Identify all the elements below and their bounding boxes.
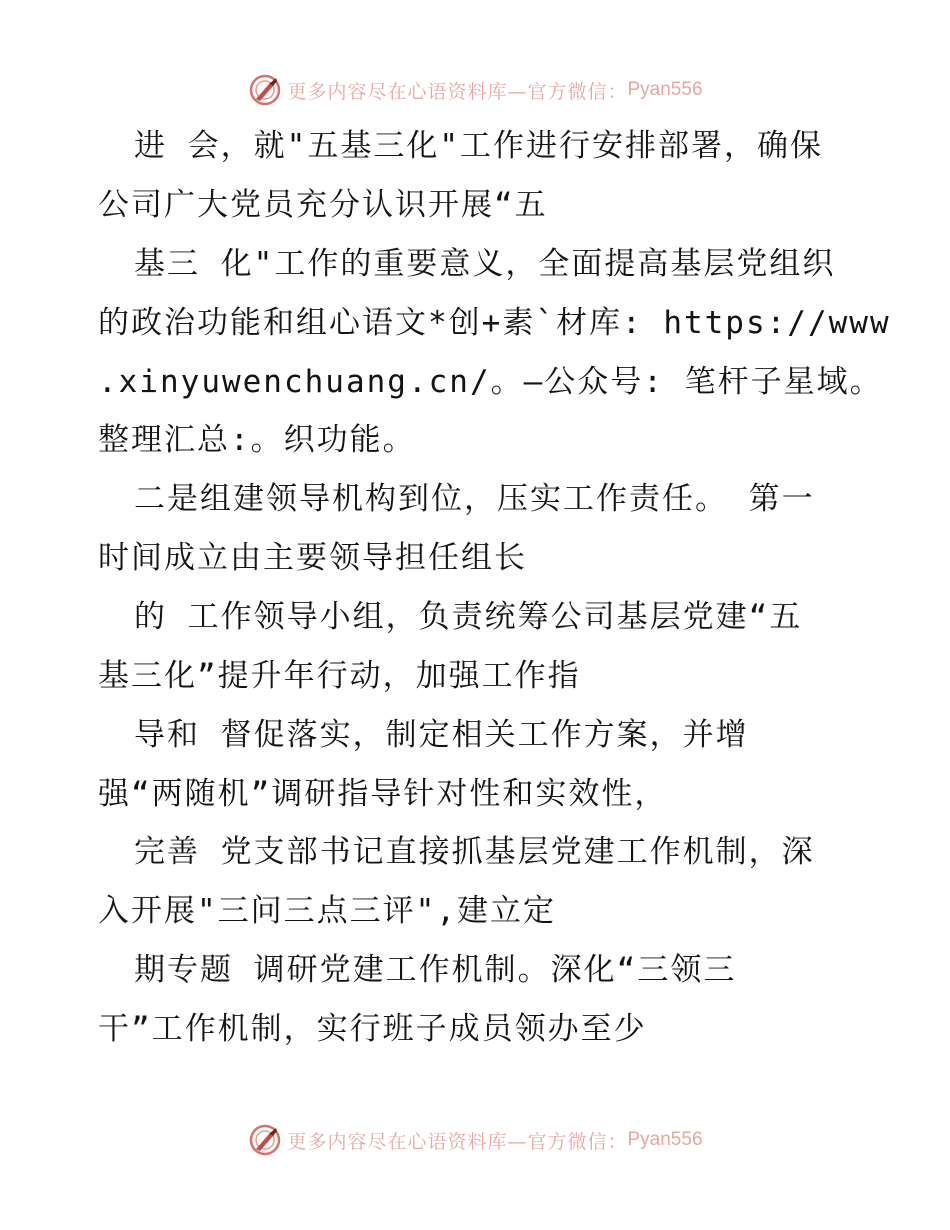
text-line: 整理汇总:。织功能。 bbox=[98, 422, 416, 458]
text-line: 基三 化"工作的重要意义，全面提高基层党组织 bbox=[134, 246, 836, 282]
footer-watermark bbox=[0, 1120, 950, 1160]
text-line: 期专题 调研党建工作机制。深化“三领三 bbox=[134, 952, 737, 988]
text-line: 强“两随机”调研指导针对性和实效性， bbox=[98, 776, 668, 812]
text-line: 完善 党支部书记直接抓基层党建工作机制，深 bbox=[134, 834, 815, 870]
text-line: .xinyuwenchuang.cn/。—公众号: 笔杆子星域。 bbox=[98, 364, 883, 400]
watermark-text: 更多内容尽在心语资料库—官方微信： bbox=[287, 80, 628, 103]
text-line: 进 会，就"五基三化"工作进行安排部署，确保 bbox=[134, 128, 823, 164]
text-line: 干”工作机制，实行班子成员领办至少 bbox=[98, 1011, 647, 1047]
text-line: 时间成立由主要领导担任组长 bbox=[98, 540, 527, 576]
watermark-wechat-id: Pyan556 bbox=[627, 79, 703, 100]
text-line: 基三化”提升年行动，加强工作指 bbox=[98, 658, 581, 694]
pen-nib-seal-icon bbox=[247, 1122, 283, 1158]
text-line: 导和 督促落实，制定相关工作方案，并增 bbox=[134, 717, 749, 753]
text-line: 的政治功能和组心语文*创+素`材库: https://www bbox=[98, 305, 891, 341]
text-line: 二是组建领导机构到位，压实工作责任。 第一 bbox=[134, 481, 815, 517]
text-line: 的 工作领导小组，负责统筹公司基层党建“五 bbox=[134, 599, 803, 635]
watermark-text: 更多内容尽在心语资料库—官方微信： bbox=[287, 1130, 628, 1153]
text-line: 公司广大党员充分认识开展“五 bbox=[98, 187, 548, 223]
watermark-wechat-id: Pyan556 bbox=[627, 1129, 703, 1150]
text-line: 入开展"三问三点三评",建立定 bbox=[98, 893, 556, 929]
